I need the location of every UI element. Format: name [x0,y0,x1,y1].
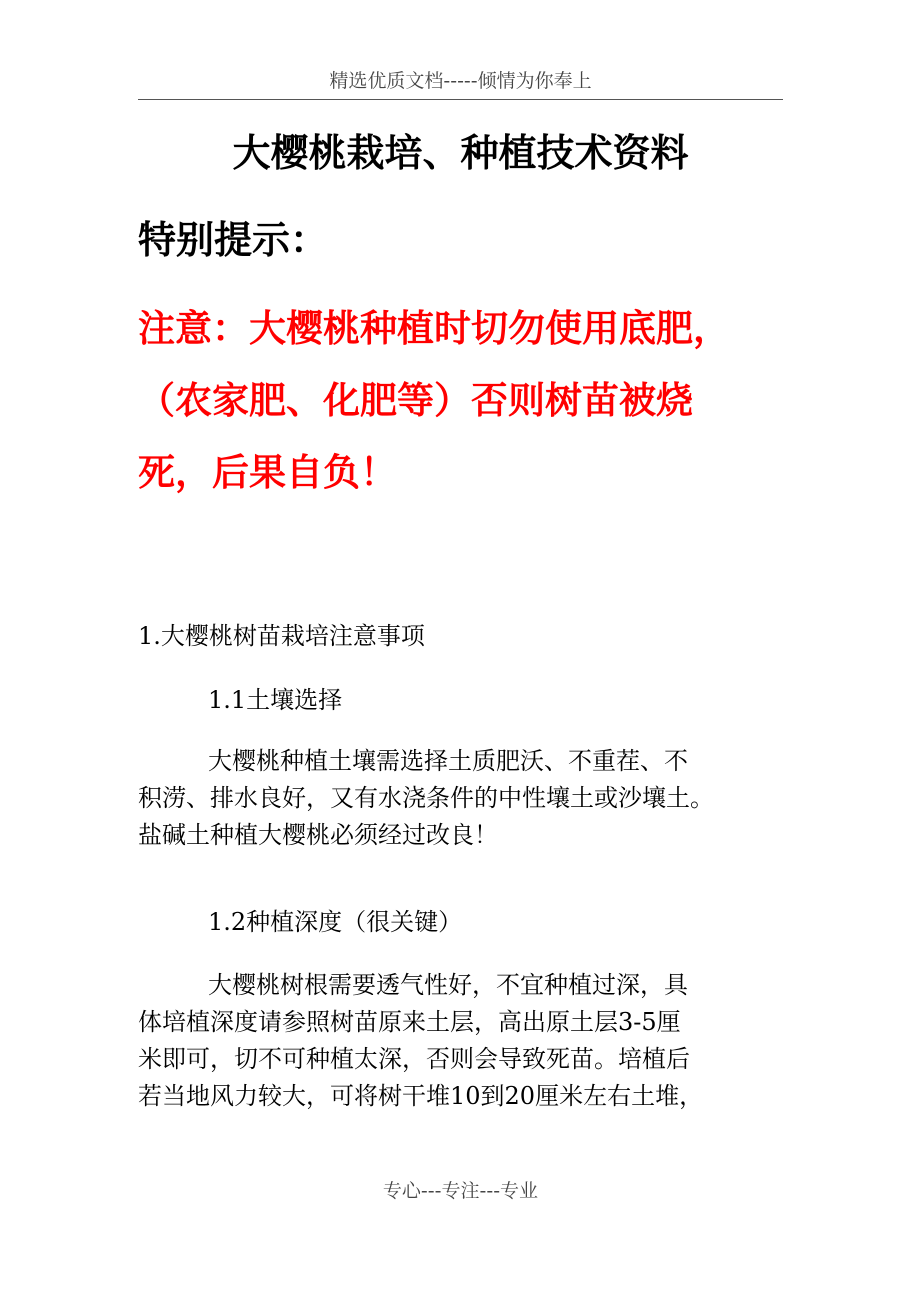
warning-line: 死，后果自负！ [138,451,397,494]
warning-line: 注意：大樱桃种植时切勿使用底肥， [138,307,730,350]
header-divider [138,99,783,100]
paragraph-line: 积涝、排水良好，又有水浇条件的中性壤土或沙壤土。 [138,784,714,812]
subsection-heading-soil: 1.1土壤选择 [208,686,343,714]
paragraph-line: 若当地风力较大，可将树干堆10到20厘米左右土堆， [138,1082,704,1110]
page-footer: 专心---专注---专业 [382,1180,539,1202]
paragraph-line: 米即可，切不可种植太深，否则会导致死苗。培植后 [138,1045,690,1073]
paragraph-line: 大樱桃种植土壤需选择土质肥沃、不重茬、不 [208,747,688,775]
warning-line: （农家肥、化肥等）否则树苗被烧 [138,379,693,422]
section-heading: 1.大樱桃树苗栽培注意事项 [138,622,425,650]
paragraph-line: 盐碱土种植大樱桃必须经过改良！ [138,821,498,849]
paragraph-soil [138,743,788,854]
page-header: 精选优质文档-----倾情为你奉上 [329,70,592,92]
paragraph-depth [138,967,788,1115]
document-title: 大樱桃栽培、种植技术资料 [232,131,689,175]
subsection-heading-depth: 1.2种植深度（很关键） [208,908,463,936]
paragraph-line: 大樱桃树根需要透气性好，不宜种植过深，具 [208,971,688,999]
warning-block [138,298,778,514]
paragraph-line: 体培植深度请参照树苗原来土层，高出原土层3-5厘 [138,1008,681,1036]
notice-heading: 特别提示： [138,218,329,262]
